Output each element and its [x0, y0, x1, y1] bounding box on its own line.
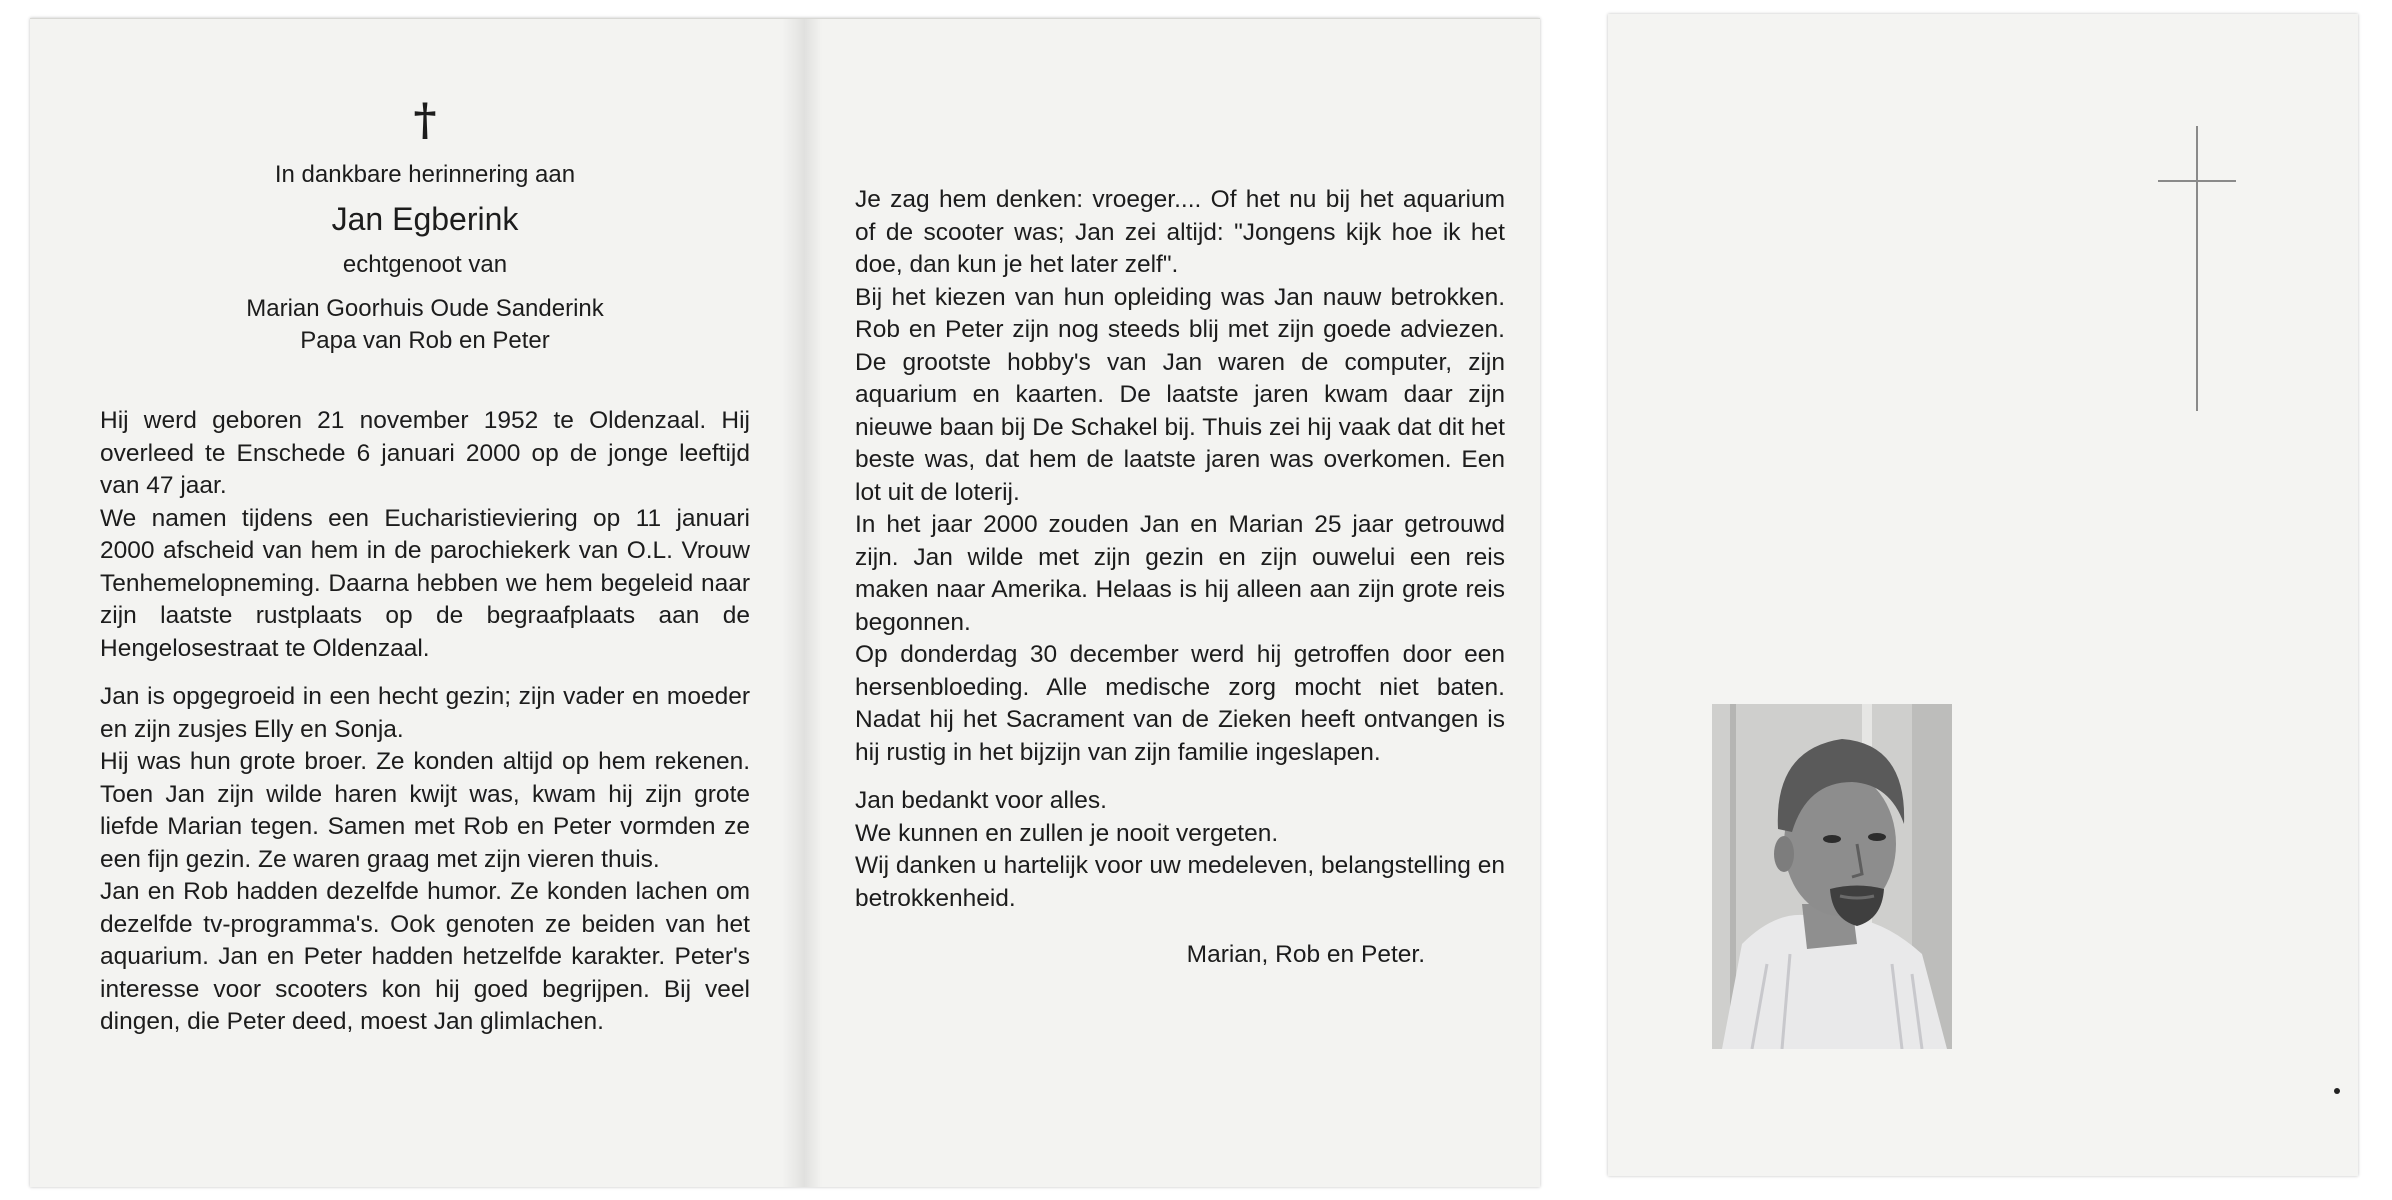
- memorial-header: [100, 159, 750, 357]
- latin-cross-icon-bar: [2158, 180, 2236, 182]
- memorial-card-inner-spread: [30, 18, 1540, 1187]
- latin-cross-icon: [2196, 126, 2198, 411]
- left-body-text: [100, 405, 750, 1039]
- paragraph: Bij het kiezen van hun opleiding was Jan nauw betrokken. Rob en Peter zijn nog steeds blij met zijn goede adviezen. De grootste hobby's van Jan waren de computer, zijn aquarium en kaarten. De laatste jaren kwam daar zijn nieuwe baan bij De Schakel bij. Thuis zei hij vaak dat dit het beste was, dat hem de laatste jaren was overkomen. Een lot uit de loterij.: [855, 283, 1505, 506]
- left-page: [100, 95, 750, 1039]
- cross-icon: †: [413, 95, 437, 146]
- ink-dot: [2334, 1088, 2340, 1094]
- memorial-card-back: [1608, 14, 2358, 1176]
- paragraph: Jan is opgegroeid in een hecht gezin; zijn vader en moeder en zijn zusjes Elly en Sonja.: [100, 683, 750, 743]
- paragraph: Je zag hem denken: vroeger.... Of het nu bij het aquarium of de scooter was; Jan zei altijd: "Jongens kijk hoe ik het doe, dan kun je het later zelf".: [855, 186, 1505, 278]
- relation-line: echtgenoot van: [342, 251, 508, 278]
- right-body-text: [855, 184, 1505, 915]
- paragraph: Hij was hun grote broer. Ze konden altijd op hem rekenen. Toen Jan zijn wilde haren kwijt was, kwam hij zijn grote liefde Marian tegen. Samen met Rob en Peter vormden ze een fijn gezin. Ze waren graag met zijn vieren thuis.: [100, 748, 750, 873]
- deceased-name: Jan Egberink: [331, 201, 519, 237]
- paragraph: In het jaar 2000 zouden Jan en Marian 25 jaar getrouwd zijn. Jan wilde met zijn gezin en zijn ouwelui een reis maken naar Amerika. Helaas is hij alleen aan zijn grote reis begonnen.: [855, 511, 1505, 636]
- thanks-line: Wij danken u hartelijk voor uw medeleven, belangstelling en betrokkenheid.: [855, 852, 1505, 912]
- children-line: Papa van Rob en Peter: [300, 327, 550, 354]
- signature: Marian, Rob en Peter.: [1186, 941, 1425, 968]
- closing-line: Jan bedankt voor alles.: [855, 787, 1107, 814]
- portrait-photo: [1712, 704, 1952, 1049]
- center-fold: [782, 19, 822, 1187]
- spouse-name: Marian Goorhuis Oude Sanderink: [246, 295, 604, 322]
- right-page: [855, 184, 1505, 972]
- paragraph: Jan en Rob hadden dezelfde humor. Ze konden lachen om dezelfde tv-programma's. Ook genoten ze beiden van het aquarium. Jan en Peter hadden hetzelfde karakter. Peter's interesse voor scooters kon hij goed begrijpen. Bij veel dingen, die Peter deed, moest Jan glimlachen.: [100, 878, 750, 1035]
- paragraph: Hij werd geboren 21 november 1952 te Oldenzaal. Hij overleed te Enschede 6 januari 2000 op de jonge leeftijd van 47 jaar.: [100, 407, 750, 499]
- closing-line: We kunnen en zullen je nooit vergeten.: [855, 819, 1279, 847]
- intro-line: In dankbare herinnering aan: [274, 161, 576, 188]
- paragraph: Op donderdag 30 december werd hij getroffen door een hersenbloeding. Alle medische zorg mocht niet baten. Nadat hij het Sacrament van de Zieken heeft ontvangen is hij rustig in het bijzijn van zijn familie ingeslapen.: [855, 641, 1505, 766]
- paragraph: We namen tijdens een Eucharistieviering op 11 januari 2000 afscheid van hem in de parochiekerk van O.L. Vrouw Tenhemelopneming. Daarna hebben we hem begeleid naar zijn laatste rustplaats op de begraafplaats aan de Hengelosestraat te Oldenzaal.: [100, 504, 750, 662]
